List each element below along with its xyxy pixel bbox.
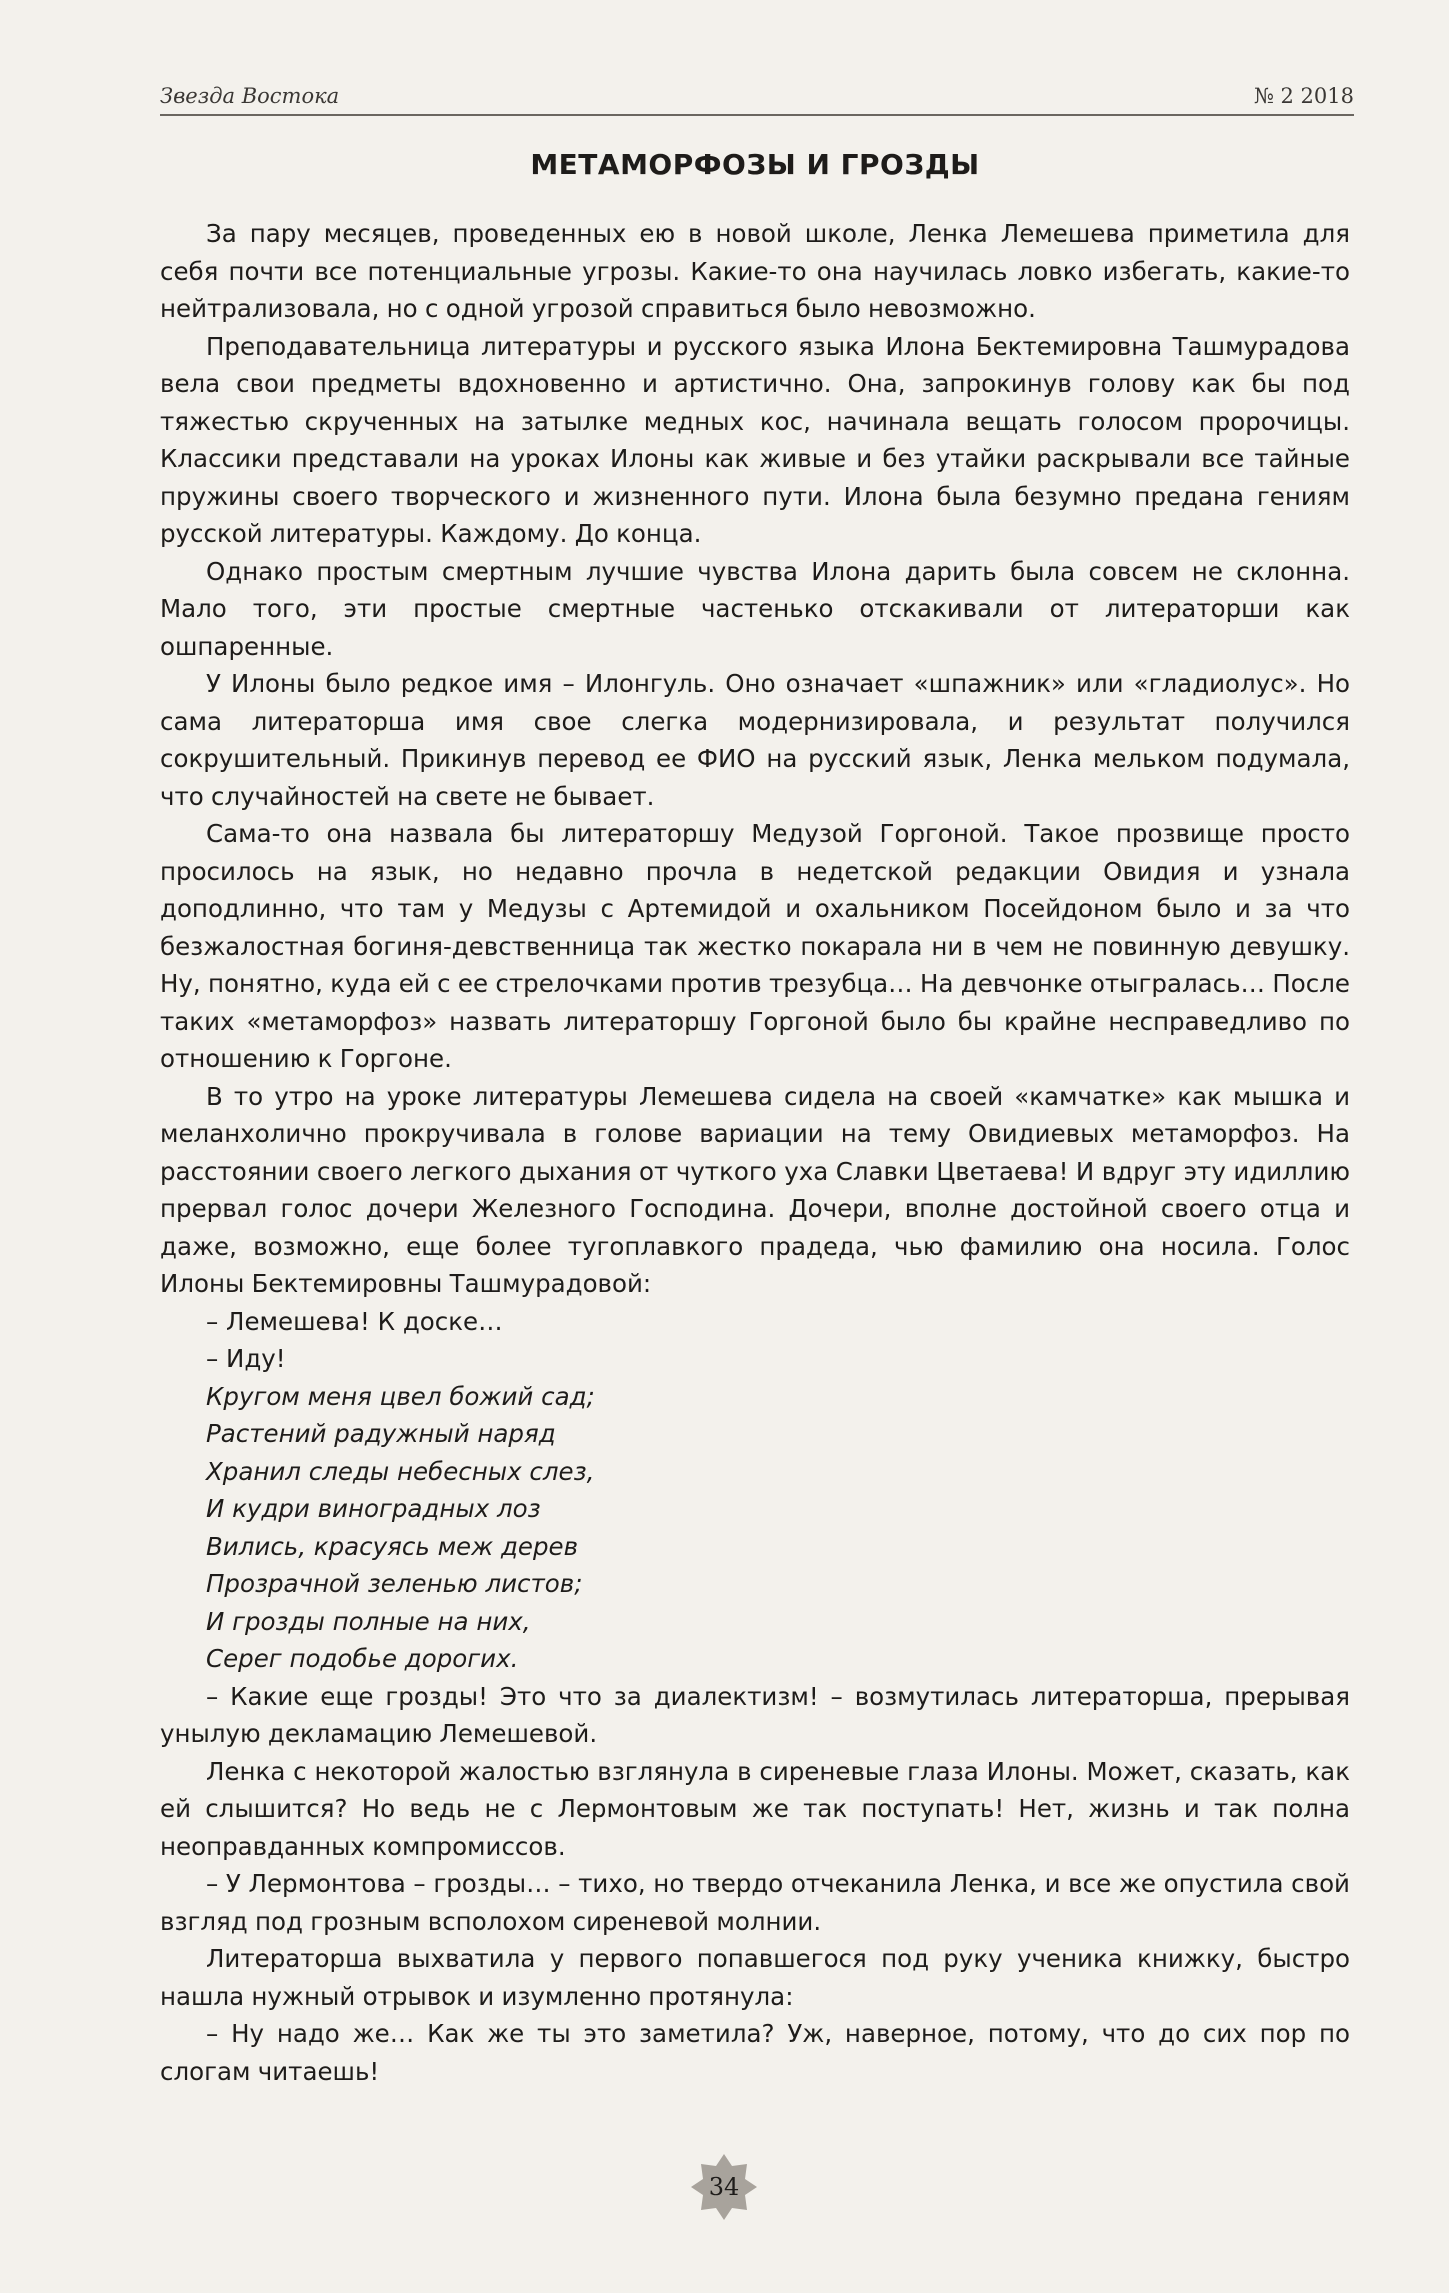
paragraph: У Илоны было редкое имя – Илонгуль. Оно означает «шпажник» или «гладиолус». Но сама литераторша имя свое слегка модернизировала, и результат получился сокрушительный. Прикинув перевод ее ФИО на русский язык, Ленка мельком подумала, что случайностей на свете не бывает.: [160, 669, 1350, 811]
article: [160, 148, 1350, 2090]
poem-line: Вились, красуясь меж дерев: [206, 1531, 579, 1561]
journal-name: Звезда Востока: [160, 84, 340, 108]
page-number: 34: [708, 2173, 740, 2201]
paragraph: Преподавательница литературы и русского языка Илона Бектемировна Ташмурадова вела свои предметы вдохновенно и артистично. Она, запрокинув голову как бы под тяжестью скрученных на затылке медных кос, начинала вещать голосом пророчицы. Классики представали на уроках Илоны как живые и без утайки раскрывали все тайные пружины своего творческого и жизненного пути. Илона была безумно предана гениям русской литературы. Каждому. До конца.: [160, 331, 1350, 548]
poem-line: Прозрачной зеленью листов;: [206, 1569, 583, 1598]
paragraph: Однако простым смертным лучшие чувства Илона дарить была совсем не склонна. Мало того, эти простые смертные частенько отскакивали от литераторши как ошпаренные.: [160, 556, 1350, 661]
poem-line: Серег подобье дорогих.: [206, 1644, 519, 1673]
article-title: МЕТАМОРФОЗЫ И ГРОЗДЫ: [530, 148, 980, 181]
poem-line: Растений радужный наряд: [206, 1419, 556, 1448]
paragraph: Ленка с некоторой жалостью взглянула в сиреневые глаза Илоны. Может, сказать, как ей слышится? Но ведь не с Лермонтовым же так поступать! Нет, жизнь и так полна неоправданных компромиссов.: [160, 1756, 1350, 1861]
paragraph: – Какие еще грозды! Это что за диалектизм! – возмутилась литераторша, прерывая унылую декламацию Лемешевой.: [160, 1681, 1350, 1748]
poem-line: И грозды полные на них,: [206, 1606, 531, 1636]
poem-line: Хранил следы небесных слез,: [206, 1456, 595, 1486]
page-number-badge: [689, 2152, 759, 2222]
poem-quote: [160, 1378, 1350, 1678]
paragraph: За пару месяцев, проведенных ею в новой школе, Ленка Лемешева приметила для себя почти все потенциальные угрозы. Какие-то она научилась ловко избегать, какие-то нейтрализовала, но с одной угрозой справиться было невозможно.: [160, 219, 1350, 323]
dialog-line: – Иду!: [206, 1344, 286, 1373]
paragraph: В то утро на уроке литературы Лемешева сидела на своей «камчатке» как мышка и меланхолично прокручивала в голове вариации на тему Овидиевых метаморфоз. На расстоянии своего легкого дыхания от чуткого уха Славки Цветаева! И вдруг эту идиллию прервал голос дочери Железного Господина. Дочери, вполне достойной своего отца и даже, возможно, еще более тугоплавкого прадеда, чью фамилию она носила. Голос Илоны Бектемировны Ташмурадовой:: [160, 1081, 1350, 1298]
paragraph: – У Лермонтова – грозды… – тихо, но твердо отчеканила Ленка, и все же опустила свой взгляд под грозным всполохом сиреневой молнии.: [160, 1869, 1350, 1936]
poem-line: И кудри виноградных лоз: [206, 1494, 541, 1523]
dialog-line: – Лемешева! К доске…: [206, 1306, 503, 1336]
paragraph: – Ну надо же… Как же ты это заметила? Уж, наверное, потому, что до сих пор по слогам читаешь!: [160, 2019, 1350, 2086]
poem-line: Кругом меня цвел божий сад;: [206, 1381, 595, 1411]
paragraph: Сама-то она назвала бы литераторшу Медузой Горгоной. Такое прозвище просто просилось на язык, но недавно прочла в недетской редакции Овидия и узнала доподлинно, что там у Медузы с Артемидой и охальником Посейдоном было и за что безжалостная богиня-девственница так жестко покарала ни в чем не повинную девушку. Ну, понятно, куда ей с ее стрелочками против трезубца… На девчонке отыгралась… После таких «метаморфоз» назвать литераторшу Горгоной было бы крайне несправедливо по отношению к Горгоне.: [160, 819, 1350, 1073]
paragraph: Литераторша выхватила у первого попавшегося под руку ученика книжку, быстро нашла нужный отрывок и изумленно протянула:: [160, 1944, 1350, 2011]
running-header: [160, 68, 1354, 116]
issue-number: № 2 2018: [1253, 84, 1354, 108]
